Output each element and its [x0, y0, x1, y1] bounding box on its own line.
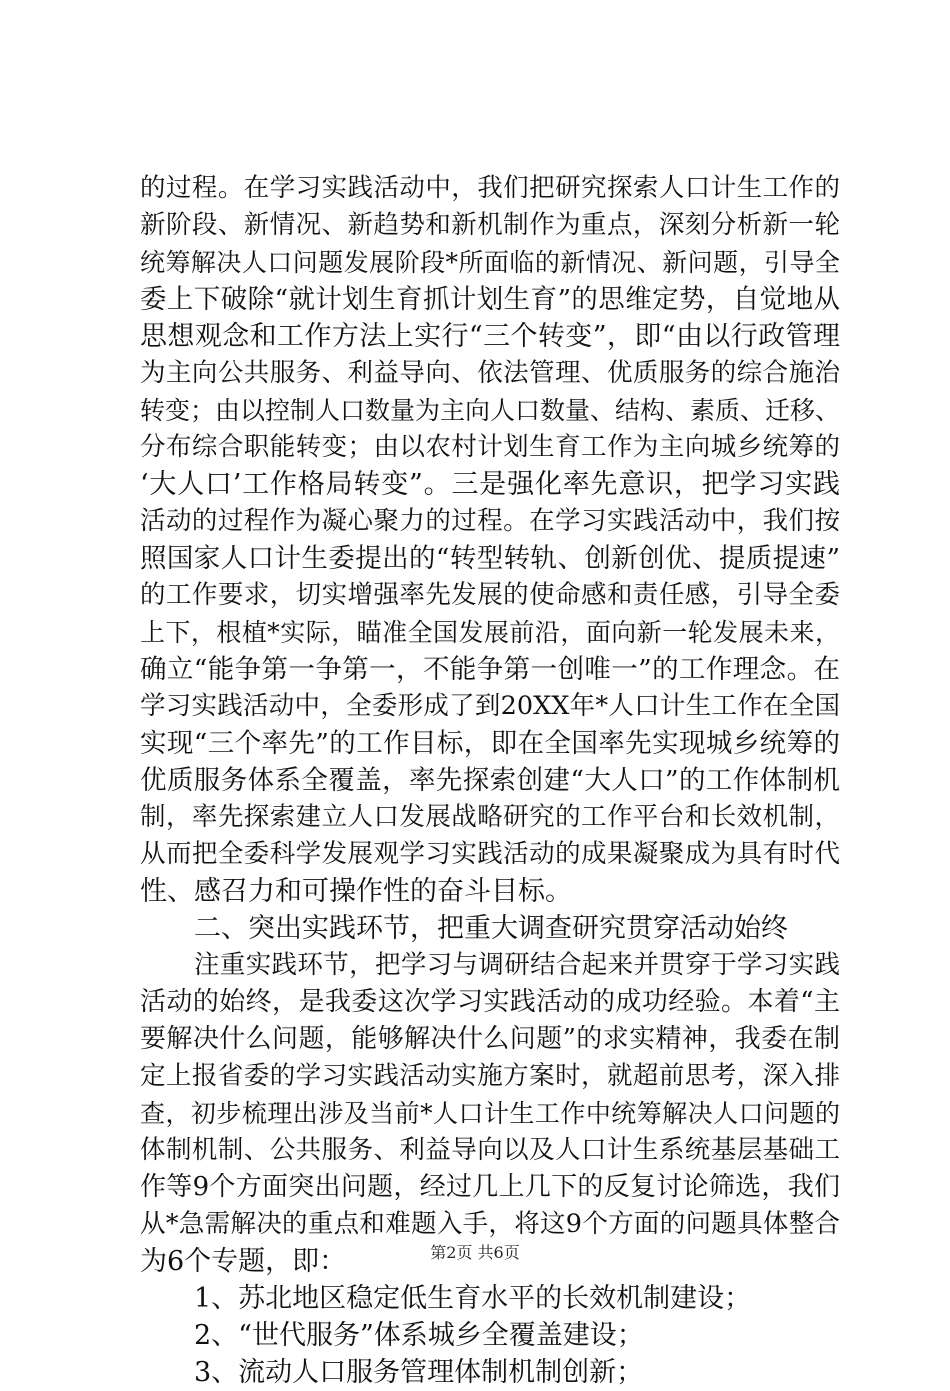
text-line: 统筹解决人口问题发展阶段*所面临的新情况、新问题，引导全	[140, 248, 840, 277]
text-line: 学习实践活动中，全委形成了到20XX年*人口计生工作在全国	[140, 691, 840, 721]
text-line: 从*急需解决的重点和难题入手，将这9个方面的问题具体整合	[140, 1209, 840, 1239]
page-footer: 第2页 共6页	[430, 1243, 520, 1262]
text-line: 作等9个方面突出问题，经过几上几下的反复讨论筛选，我们	[140, 1172, 840, 1202]
text-line: 二、突出实践环节，把重大调查研究贯穿活动始终	[194, 913, 788, 944]
text-line: ‘大人口’工作格局转变”。三是强化率先意识，把学习实践	[140, 469, 840, 500]
text-line: 体制机制、公共服务、利益导向以及人口计生系统基层基础工	[140, 1135, 840, 1165]
text-line: 性、感召力和可操作性的奋斗目标。	[140, 876, 572, 907]
text-line: 3、流动人口服务管理体制机制创新；	[194, 1357, 644, 1388]
text-line: 2、“世代服务”体系城乡全覆盖建设；	[194, 1320, 644, 1351]
text-line: 定上报省委的学习实践活动实施方案时，就超前思考，深入排	[140, 1061, 840, 1091]
text-line: 的过程。在学习实践活动中，我们把研究探索人口计生工作的	[140, 173, 840, 203]
text-line: 实现“三个率先”的工作目标，即在全国率先实现城乡统筹的	[140, 728, 840, 759]
text-line: 新阶段、新情况、新趋势和新机制作为重点，深刻分析新一轮	[140, 210, 840, 240]
text-line: 为6个专题，即：	[140, 1246, 347, 1277]
text-line: 活动的始终，是我委这次学习实践活动的成功经验。本着“主	[140, 987, 840, 1017]
text-line: 注重实践环节，把学习与调研结合起来并贯穿于学习实践	[194, 950, 840, 980]
text-line: 1、苏北地区稳定低生育水平的长效机制建设；	[194, 1283, 752, 1314]
text-line: 确立“能争第一争第一，不能争第一创唯一”的工作理念。在	[140, 654, 840, 685]
document-body	[140, 170, 840, 1391]
text-line: 照国家人口计生委提出的“转型转轨、创新创优、提质提速”	[140, 543, 840, 574]
text-line: 制，率先探索建立人口发展战略研究的工作平台和长效机制，	[140, 802, 840, 832]
text-line: 活动的过程作为凝心聚力的过程。在学习实践活动中，我们按	[140, 506, 840, 536]
text-line: 委上下破除“就计划生育抓计划生育”的思维定势，自觉地从	[140, 284, 840, 315]
text-line: 转变；由以控制人口数量为主向人口数量、结构、素质、迁移、	[140, 396, 841, 425]
text-line: 的工作要求，切实增强率先发展的使命感和责任感，引导全委	[140, 580, 840, 610]
text-line: 查，初步梳理出涉及当前*人口计生工作中统筹解决人口问题的	[140, 1099, 840, 1128]
text-line: 优质服务体系全覆盖，率先探索创建“大人口”的工作体制机	[140, 765, 840, 796]
text-line: 分布综合职能转变；由以农村计划生育工作为主向城乡统筹的	[140, 432, 840, 462]
text-line: 思想观念和工作方法上实行“三个转变”，即“由以行政管理	[140, 321, 840, 352]
text-line: 从而把全委科学发展观学习实践活动的成果凝聚成为具有时代	[140, 839, 840, 869]
text-line: 要解决什么问题，能够解决什么问题”的求实精神，我委在制	[140, 1024, 840, 1054]
text-line: 上下，根植*实际，瞄准全国发展前沿，面向新一轮发展未来，	[140, 618, 840, 647]
text-line: 为主向公共服务、利益导向、依法管理、优质服务的综合施治	[140, 358, 840, 388]
